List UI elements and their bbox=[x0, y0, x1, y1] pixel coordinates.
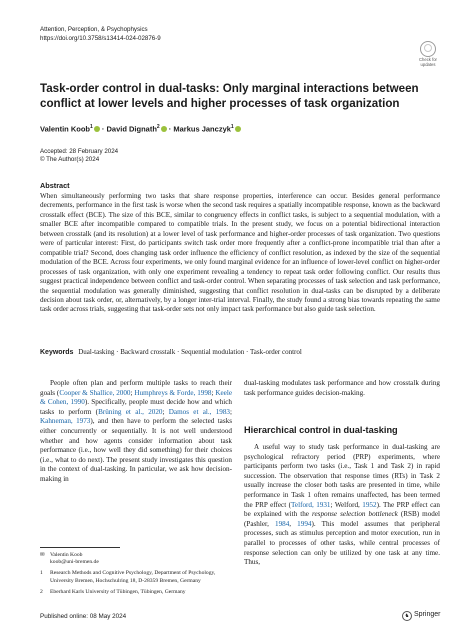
body-text: ). Specifically, people must decide how and which tasks to perform ( bbox=[40, 398, 232, 416]
keyword: Sequential modulation bbox=[181, 348, 245, 356]
author-name[interactable]: David Dignath bbox=[106, 124, 157, 134]
affiliation-text: Eberhard Karls University of Tübingen, Tübingen, Germany bbox=[50, 588, 186, 595]
publisher-name: Springer bbox=[414, 611, 441, 618]
paper-title: Task-order control in dual-tasks: Only marginal interactions between conflict at lower levels and higher processes of task organization bbox=[40, 82, 419, 110]
check-for-updates-badge[interactable] bbox=[417, 41, 439, 68]
citation-link[interactable]: Brüning et al., 2020 bbox=[98, 407, 163, 416]
footnote-divider bbox=[40, 547, 120, 548]
envelope-icon: ✉ bbox=[40, 552, 45, 558]
body-text: ), and then have to perform the selected tasks either concurrently or sequentially. It is not well understood whether and how agents consider information about task performance (i.e., how well they did something) for their choices (i.e., what to do next). The present study investigates this question in the context of dual-tasking. In particular, we ask how decision-making in bbox=[40, 417, 232, 483]
body-text: A useful way to study task performance in dual-tasking are psychological refractory period (PRP) experiments, where participants perform two tasks (i.e., Task 1 and Task 2) in rapid succession. The observation that response times (RTs) in Task 2 usually increase the closer both tasks are presented in time, while performance in Task 1 often remains unaffected, has been termed the PRP effect ( bbox=[244, 443, 440, 509]
emphasized-term: response selection bottleneck bbox=[311, 510, 398, 519]
body-text: (RSB) model (Pashler, bbox=[244, 510, 440, 528]
check-updates-icon bbox=[420, 41, 436, 57]
keyword-separator: · bbox=[114, 348, 121, 356]
author-name[interactable]: Valentin Koob bbox=[40, 124, 91, 134]
orcid-icon[interactable] bbox=[161, 126, 167, 132]
author-name[interactable]: Markus Janczyk bbox=[173, 124, 231, 134]
author-affiliation-mark: 1 bbox=[90, 124, 93, 130]
citation-link[interactable]: Kahneman, 1973 bbox=[40, 417, 91, 426]
citation-link[interactable]: Damos et al., 1983 bbox=[168, 407, 231, 416]
journal-name: Attention, Perception, & Psychophysics bbox=[40, 26, 148, 33]
citation-link[interactable]: Telford, 1931 bbox=[291, 500, 331, 509]
body-text: , bbox=[289, 519, 298, 528]
affiliation-text: Research Methods and Cognitive Psychology, Department of Psychology, University Bremen, Hochschulring 18, D-28359 Bremen, Germany bbox=[50, 570, 216, 584]
affiliation-note bbox=[40, 589, 235, 596]
abstract-text: When simultaneously performing two tasks that share response properties, interference can occur. Besides general performance decrements, performance in the first task is worse when the second task requires a spatially incompatible response, known as the backward crosstalk effect (BCE). The size of this BCE, similar to congruency effects in conflict tasks, is subject to a sequential modulation, with a smaller BCE after incompatible compared to compatible trials. In the present study, we focus on a potential bidirectional interaction between crosstalk (and its resolution) at a lower level of task performance and higher-order processes of task organization. Two questions were of particular interest: First, do participants switch task order more frequently after a conflict-prone incompatible trial than after a compatible trial? Second, does changing task order influence the efficiency of conflict resolution, as indexed by the size of the sequential modulation of the BCE. Across four experiments, we only found marginal evidence for an influence of lower-level conflict on higher-order processes of task organization, with only one experiment revealing a tendency to repeat task order following conflict. Our results thus suggest practical independence between conflict and task-order control. When separating processes of task selection and task performance, the sequential modulation was generally diminished, suggesting that conflict resolution in dual-tasks can be disrupted by a deliberate decision about task order, or, alternatively, by a longer inter-trial interval. Finally, the study found a strong bias towards repeating the same task order across trials, suggesting that task-order sets not only impact task performance but also guide task selection. bbox=[40, 192, 440, 314]
contact-name: Valentin Koob bbox=[50, 552, 83, 558]
keyword: Dual-tasking bbox=[78, 348, 115, 356]
published-date: Published online: 08 May 2024 bbox=[40, 613, 127, 620]
copyright: © The Author(s) 2024 bbox=[40, 156, 100, 164]
contact-note bbox=[40, 552, 235, 566]
orcid-icon[interactable] bbox=[94, 126, 100, 132]
author-affiliation-mark: 1 bbox=[230, 124, 234, 130]
body-text: ; bbox=[211, 388, 216, 397]
keyword: Task-order control bbox=[250, 348, 302, 356]
author-separator: · bbox=[101, 124, 105, 134]
journal-header bbox=[40, 25, 161, 43]
section-paragraph bbox=[244, 443, 440, 568]
intro-paragraph bbox=[40, 379, 232, 485]
citation-link[interactable]: Humphreys & Forde, 1998 bbox=[134, 388, 212, 397]
body-text: People often plan and perform multiple tasks to reach their goals ( bbox=[40, 379, 232, 397]
keyword-separator: · bbox=[244, 348, 250, 356]
abstract-heading: Abstract bbox=[40, 181, 70, 190]
citation-link[interactable]: 1994 bbox=[297, 519, 312, 528]
footnotes bbox=[40, 552, 235, 600]
keywords-label: Keywords bbox=[40, 349, 74, 356]
springer-horse-icon: ♞ bbox=[402, 611, 412, 621]
citation-link[interactable]: 1984 bbox=[275, 519, 290, 528]
citation-link[interactable]: Keele & Cohen, 1990 bbox=[40, 388, 232, 407]
orcid-icon[interactable] bbox=[235, 126, 241, 132]
affiliation-mark: 2 bbox=[40, 588, 43, 595]
doi-link[interactable]: https://doi.org/10.3758/s13414-024-02876-9 bbox=[40, 35, 161, 42]
body-text: ). This model assumes that peripheral processes, such as stimulus perception and motor execution, run in parallel to processes of other tasks, while central processes of response selection can only be utilized by one task at any time. Thus, bbox=[244, 519, 440, 567]
body-text: ; bbox=[230, 407, 232, 416]
badge-text: Check for updates bbox=[419, 57, 437, 67]
contact-email[interactable]: koob@uni-bremen.de bbox=[50, 559, 99, 566]
accepted-date: Accepted: 28 February 2024 bbox=[40, 148, 119, 155]
body-text: ). The PRP effect can be explained with the bbox=[244, 500, 441, 519]
body-text: ; bbox=[162, 407, 169, 416]
author-list bbox=[40, 124, 241, 134]
body-text: ; Welford, bbox=[330, 500, 363, 509]
body-text: ; bbox=[130, 388, 135, 397]
section-heading: Hierarchical control in dual-tasking bbox=[244, 425, 398, 435]
keywords-line bbox=[40, 348, 302, 356]
publisher-logo bbox=[402, 611, 440, 621]
keyword: Backward crosstalk bbox=[120, 348, 176, 356]
affiliation-mark: 1 bbox=[40, 570, 43, 577]
dates-block bbox=[40, 148, 118, 165]
intro-paragraph-continued: dual-tasking modulates task performance and how crosstalk during task performance guides decision-making. bbox=[244, 379, 440, 397]
author-affiliation-mark: 2 bbox=[156, 124, 160, 130]
keyword-separator: · bbox=[175, 348, 182, 356]
author-separator: · bbox=[168, 124, 172, 134]
citation-link[interactable]: Cooper & Shallice, 2000 bbox=[59, 388, 131, 397]
affiliation-note bbox=[40, 570, 235, 584]
citation-link[interactable]: 1952 bbox=[362, 500, 377, 509]
